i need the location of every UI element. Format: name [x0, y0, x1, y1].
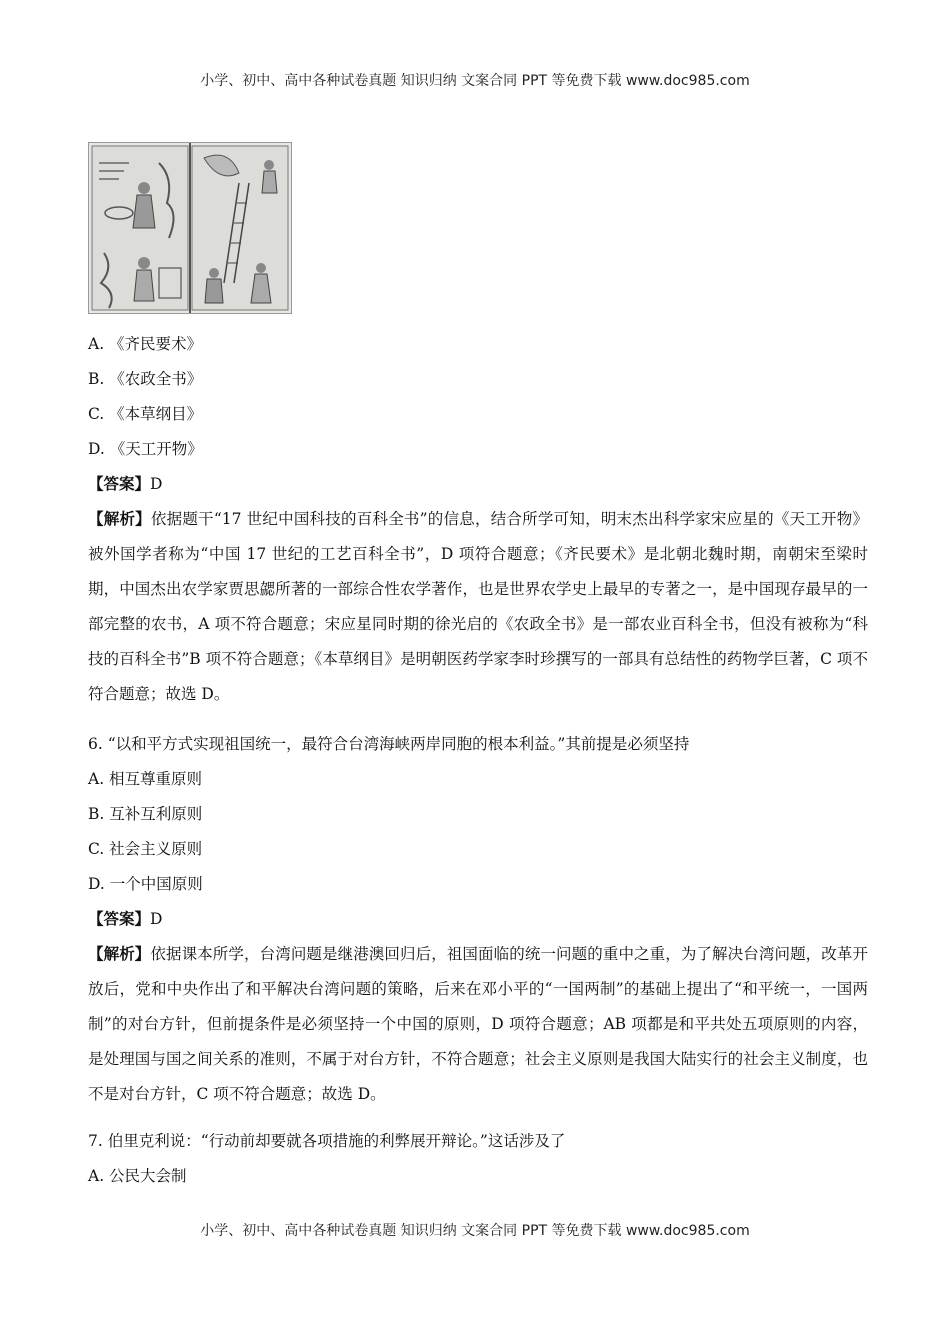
q7-stem: 7. 伯里克利说：“行动前却要就各项措施的利弊展开辩论。”这话涉及了 [88, 1132, 566, 1150]
q6-option-a: A. 相互尊重原则 [88, 770, 203, 788]
q5-answer [88, 474, 162, 494]
q6-option-c: C. 社会主义原则 [88, 840, 203, 858]
woodblock-print-illustration [89, 143, 291, 313]
q6-answer [88, 909, 162, 929]
q5-option-a: A. 《齐民要术》 [88, 335, 203, 353]
analysis-tag: 【解析】 [88, 509, 151, 528]
answer-value: D [150, 475, 163, 493]
q5-option-d: D. 《天工开物》 [88, 440, 203, 458]
analysis-text: 依据课本所学，台湾问题是继港澳回归后，祖国面临的统一问题的重中之重，为了解决台湾问题，改革开放后，党和中央作出了和平解决台湾问题的策略，后来在邓小平的“一国两制”的基础上提出了“和平统一，一国两制”的对台方针，但前提条件是必须坚持一个中国的原则，D 项符合题意；AB 项都是和平共处五项原则的内容，是处理国与国之间关系的准则，不属于对台方针，不符合题意；社会主义原则是我国大陆实行的社会主义制度，也不是对台方针，C 项不符合题意；故选 D。 [88, 945, 868, 1103]
q5-analysis [88, 501, 868, 712]
page-footer: 小学、初中、高中各种试卷真题 知识归纳 文案合同 PPT 等免费下载 www.doc985.com [200, 1223, 750, 1239]
page-header: 小学、初中、高中各种试卷真题 知识归纳 文案合同 PPT 等免费下载 www.doc985.com [200, 73, 750, 89]
q5-option-b: B. 《农政全书》 [88, 370, 203, 388]
q5-option-c: C. 《本草纲目》 [88, 405, 203, 423]
analysis-text: 依据题干“17 世纪中国科技的百科全书”的信息，结合所学可知，明末杰出科学家宋应星的《天工开物》被外国学者称为“中国 17 世纪的工艺百科全书”，D 项符合题意；《齐民要术》是北朝北魏时期，南朝宋至梁时期，中国杰出农学家贾思勰所著的一部综合性农学著作，也是世界农学史上最早的专著之一，是中国现存最早的一部完整的农书，A 项不符合题意；宋应星同时期的徐光启的《农政全书》是一部农业百科全书，但没有被称为“科技的百科全书”B 项不符合题意；《本草纲目》是明朝医药学家李时珍撰写的一部具有总结性的药物学巨著，C 项不符合题意；故选 D。 [88, 510, 868, 703]
answer-tag: 【答案】 [88, 474, 151, 493]
q6-option-d: D. 一个中国原则 [88, 875, 203, 893]
book-illustration-image [88, 142, 292, 314]
answer-value: D [150, 910, 163, 928]
analysis-tag: 【解析】 [88, 944, 151, 963]
answer-tag: 【答案】 [88, 909, 151, 928]
q6-analysis [88, 936, 868, 1112]
q6-option-b: B. 互补互利原则 [88, 805, 203, 823]
q7-option-a: A. 公民大会制 [88, 1167, 187, 1185]
q6-stem: 6. “以和平方式实现祖国统一，最符合台湾海峡两岸同胞的根本利益。”其前提是必须坚持 [88, 735, 690, 753]
